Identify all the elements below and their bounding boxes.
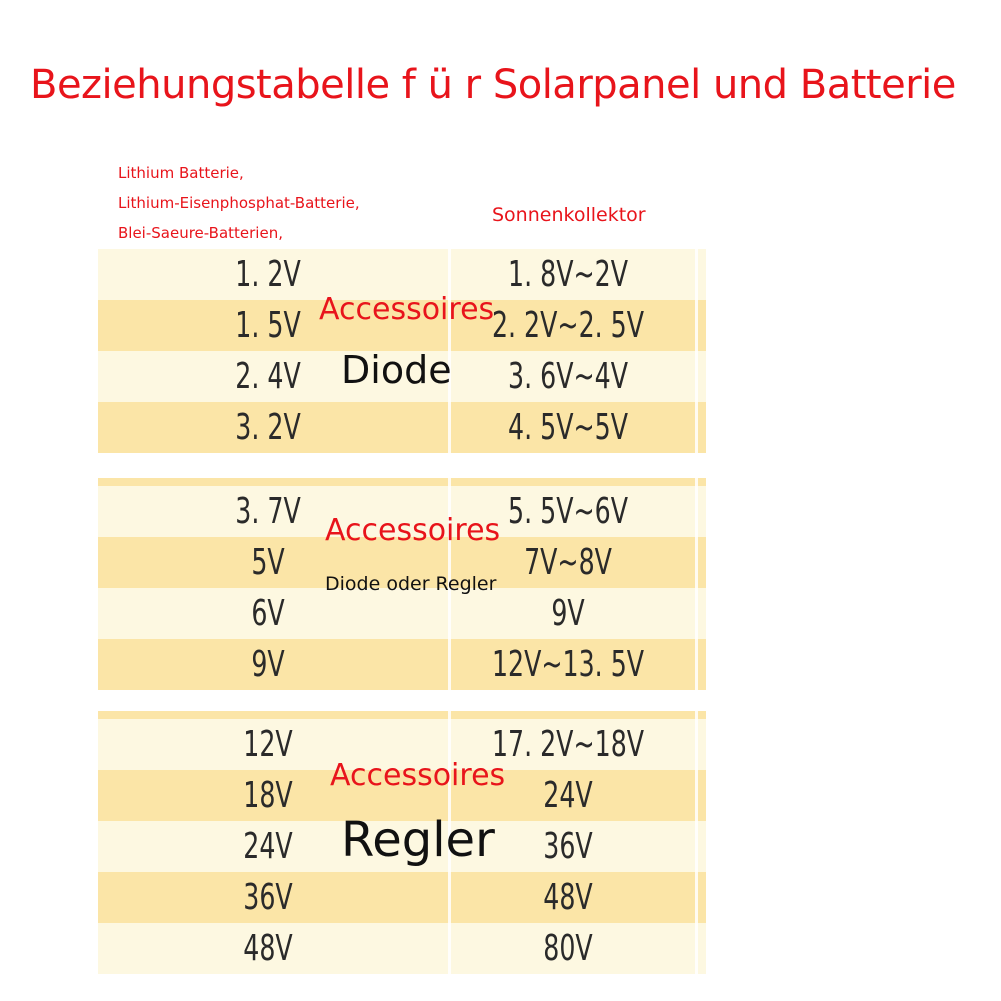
table-row <box>98 639 706 690</box>
solar-voltage-cell: 2. 2V~2. 5V <box>491 305 645 346</box>
battery-voltage-cell: 9V <box>251 644 285 685</box>
accessory-diode-or-regulator: Diode oder Regler <box>325 573 497 595</box>
battery-voltage-cell: 12V <box>243 724 293 765</box>
solar-voltage-cell: 17. 2V~18V <box>491 724 645 765</box>
battery-types-list <box>118 158 360 248</box>
accessory-label: Accessoires <box>325 513 501 548</box>
accessory-diode: Diode <box>341 348 452 392</box>
battery-voltage-cell: 1. 2V <box>235 254 301 295</box>
solar-voltage-cell: 7V~8V <box>524 542 612 583</box>
battery-type-lead-acid: Blei-Saeure-Batterien, <box>118 224 283 242</box>
battery-voltage-cell: 3. 7V <box>235 491 301 532</box>
solar-voltage-cell: 36V <box>543 826 593 867</box>
solar-voltage-cell: 9V <box>551 593 585 634</box>
solar-voltage-cell: 3. 6V~4V <box>508 356 628 397</box>
battery-type-lifepo4: Lithium-Eisenphosphat-Batterie, <box>118 194 360 212</box>
battery-voltage-cell: 48V <box>243 928 293 969</box>
battery-voltage-cell: 5V <box>251 542 285 583</box>
solar-column-header: Sonnenkollektor <box>492 204 646 226</box>
battery-voltage-cell: 24V <box>243 826 293 867</box>
accessory-label: Accessoires <box>319 292 495 327</box>
battery-voltage-cell: 1. 5V <box>235 305 301 346</box>
table-row <box>98 923 706 974</box>
table-edge <box>695 478 698 690</box>
solar-voltage-cell: 48V <box>543 877 593 918</box>
group-top-strip <box>98 478 706 486</box>
table-edge <box>695 249 698 453</box>
battery-type-lithium: Lithium Batterie, <box>118 164 244 182</box>
solar-voltage-cell: 12V~13. 5V <box>491 644 645 685</box>
battery-voltage-cell: 18V <box>243 775 293 816</box>
battery-voltage-cell: 3. 2V <box>235 407 301 448</box>
table-edge <box>695 711 698 974</box>
accessory-label: Accessoires <box>330 758 506 793</box>
accessory-regulator: Regler <box>341 812 495 868</box>
table-row <box>98 872 706 923</box>
page-title: Beziehungstabelle f ü r Solarpanel und Batterie <box>30 62 956 108</box>
solar-voltage-cell: 24V <box>543 775 593 816</box>
battery-voltage-cell: 2. 4V <box>235 356 301 397</box>
solar-voltage-cell: 5. 5V~6V <box>508 491 628 532</box>
battery-voltage-cell: 36V <box>243 877 293 918</box>
table-row <box>98 588 706 639</box>
solar-voltage-cell: 80V <box>543 928 593 969</box>
battery-voltage-cell: 6V <box>251 593 285 634</box>
solar-voltage-cell: 1. 8V~2V <box>508 254 628 295</box>
solar-voltage-cell: 4. 5V~5V <box>508 407 628 448</box>
table-row <box>98 402 706 453</box>
group-top-strip <box>98 711 706 719</box>
